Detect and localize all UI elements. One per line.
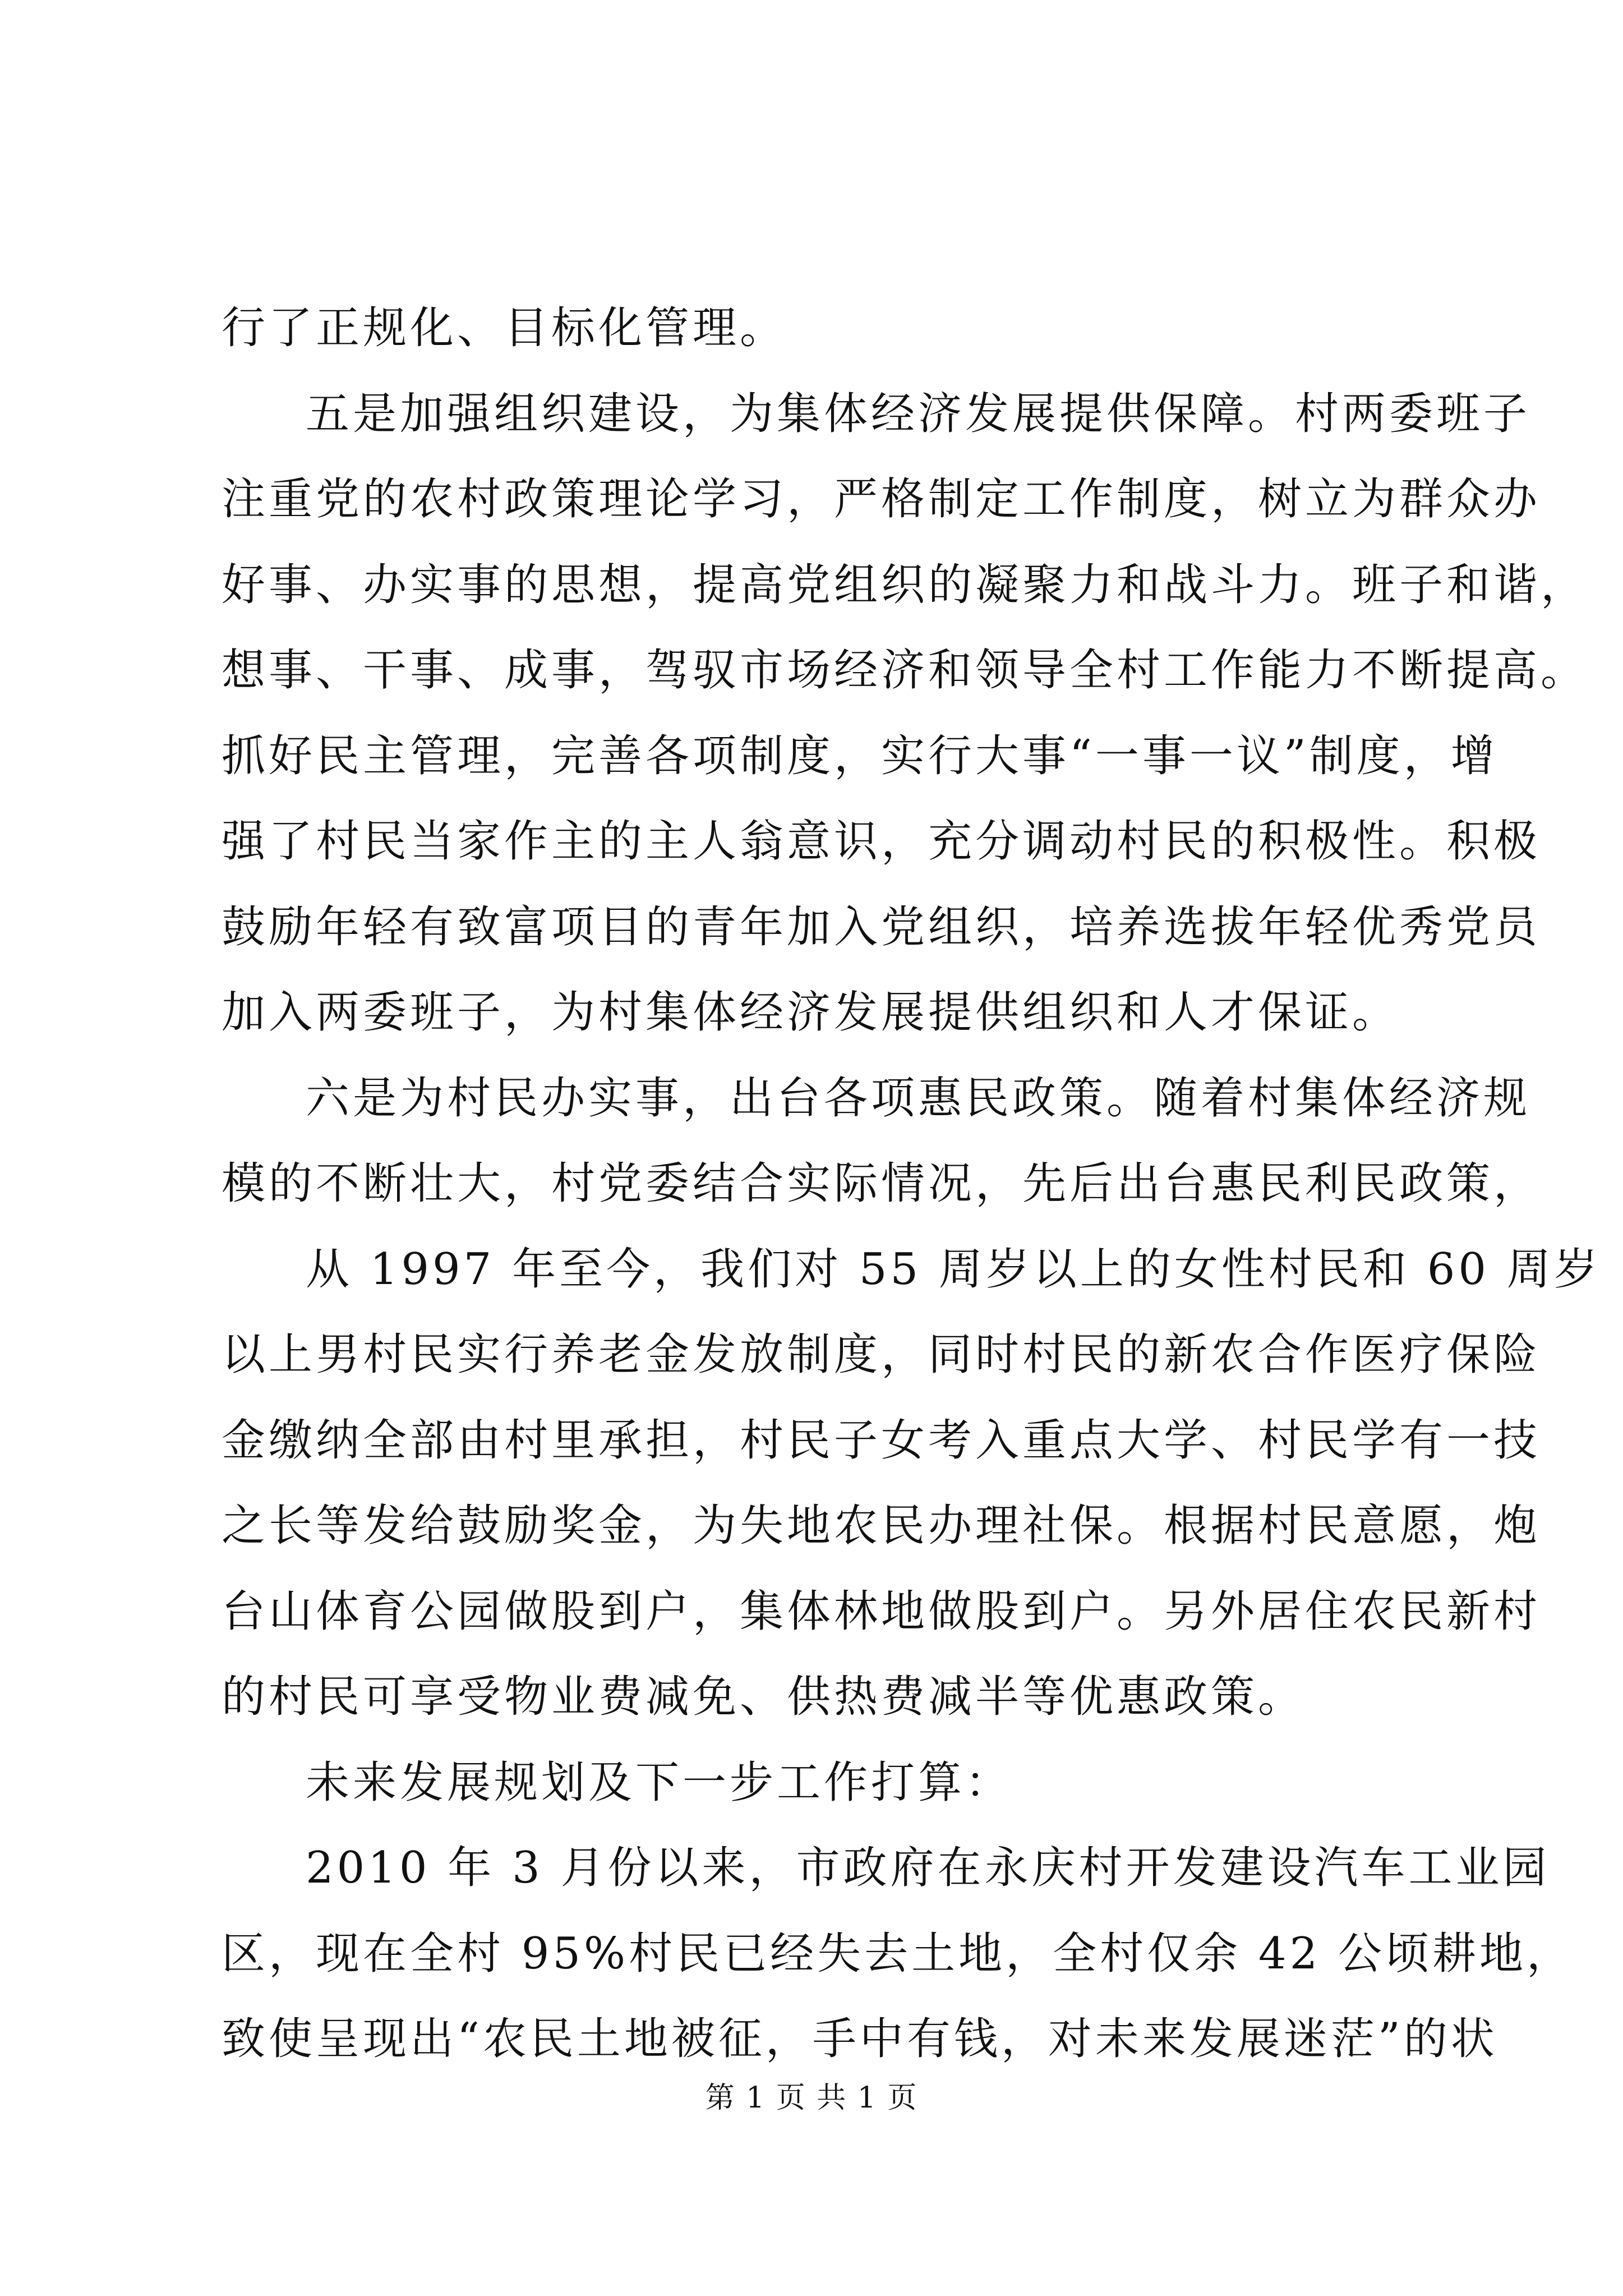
text-line: 致使呈现出“农民土地被征，手中有钱，对未来发展迷茫”的状 xyxy=(222,2014,1498,2064)
text-line: 的村民可享受物业费减免、供热费减半等优惠政策。 xyxy=(222,1672,1306,1722)
text-line: 未来发展规划及下一步工作打算： xyxy=(306,1757,1013,1808)
text-line: 五是加强组织建设，为集体经济发展提供保障。村两委班子 xyxy=(306,389,1531,439)
text-line: 台山体育公园做股到户，集体林地做股到户。另外居住农民新村 xyxy=(222,1586,1541,1637)
text-line: 从 1997 年至今，我们对 55 周岁以上的女性村民和 60 周岁 xyxy=(306,1244,1601,1295)
text-line: 强了村民当家作主的主人翁意识，充分调动村民的积极性。积极 xyxy=(222,816,1541,867)
text-line: 好事、办实事的思想，提高党组织的凝聚力和战斗力。班子和谐， xyxy=(222,560,1588,610)
text-line: 模的不断壮大，村党委结合实际情况，先后出台惠民利民政策， xyxy=(222,1158,1541,1209)
text-line: 以上男村民实行养老金发放制度，同时村民的新农合作医疗保险 xyxy=(222,1329,1541,1380)
text-line: 抓好民主管理，完善各项制度，实行大事“一事一议”制度，增 xyxy=(222,731,1498,781)
text-line: 2010 年 3 月份以来，市政府在永庆村开发建设汽车工业园 xyxy=(306,1843,1550,1893)
text-line: 金缴纳全部由村里承担，村民子女考入重点大学、村民学有一技 xyxy=(222,1415,1541,1466)
page-footer: 第 1 页 共 1 页 xyxy=(705,2081,918,2115)
text-line: 注重党的农村政策理论学习，严格制定工作制度，树立为群众办 xyxy=(222,474,1541,524)
text-line: 鼓励年轻有致富项目的青年加入党组织，培养选拔年轻优秀党员 xyxy=(222,902,1541,953)
text-line: 六是为村民办实事，出台各项惠民政策。随着村集体经济规 xyxy=(306,1073,1531,1124)
text-line: 之长等发给鼓励奖金，为失地农民办理社保。根据村民意愿，炮 xyxy=(222,1501,1541,1551)
text-line: 想事、干事、成事，驾驭市场经济和领导全村工作能力不断提高。 xyxy=(222,645,1588,696)
text-line: 行了正规化、目标化管理。 xyxy=(222,303,787,353)
text-line: 区，现在全村 95%村民已经失去土地，全村仅余 42 公顷耕地， xyxy=(222,1929,1574,1979)
text-line: 加入两委班子，为村集体经济发展提供组织和人才保证。 xyxy=(222,987,1400,1038)
